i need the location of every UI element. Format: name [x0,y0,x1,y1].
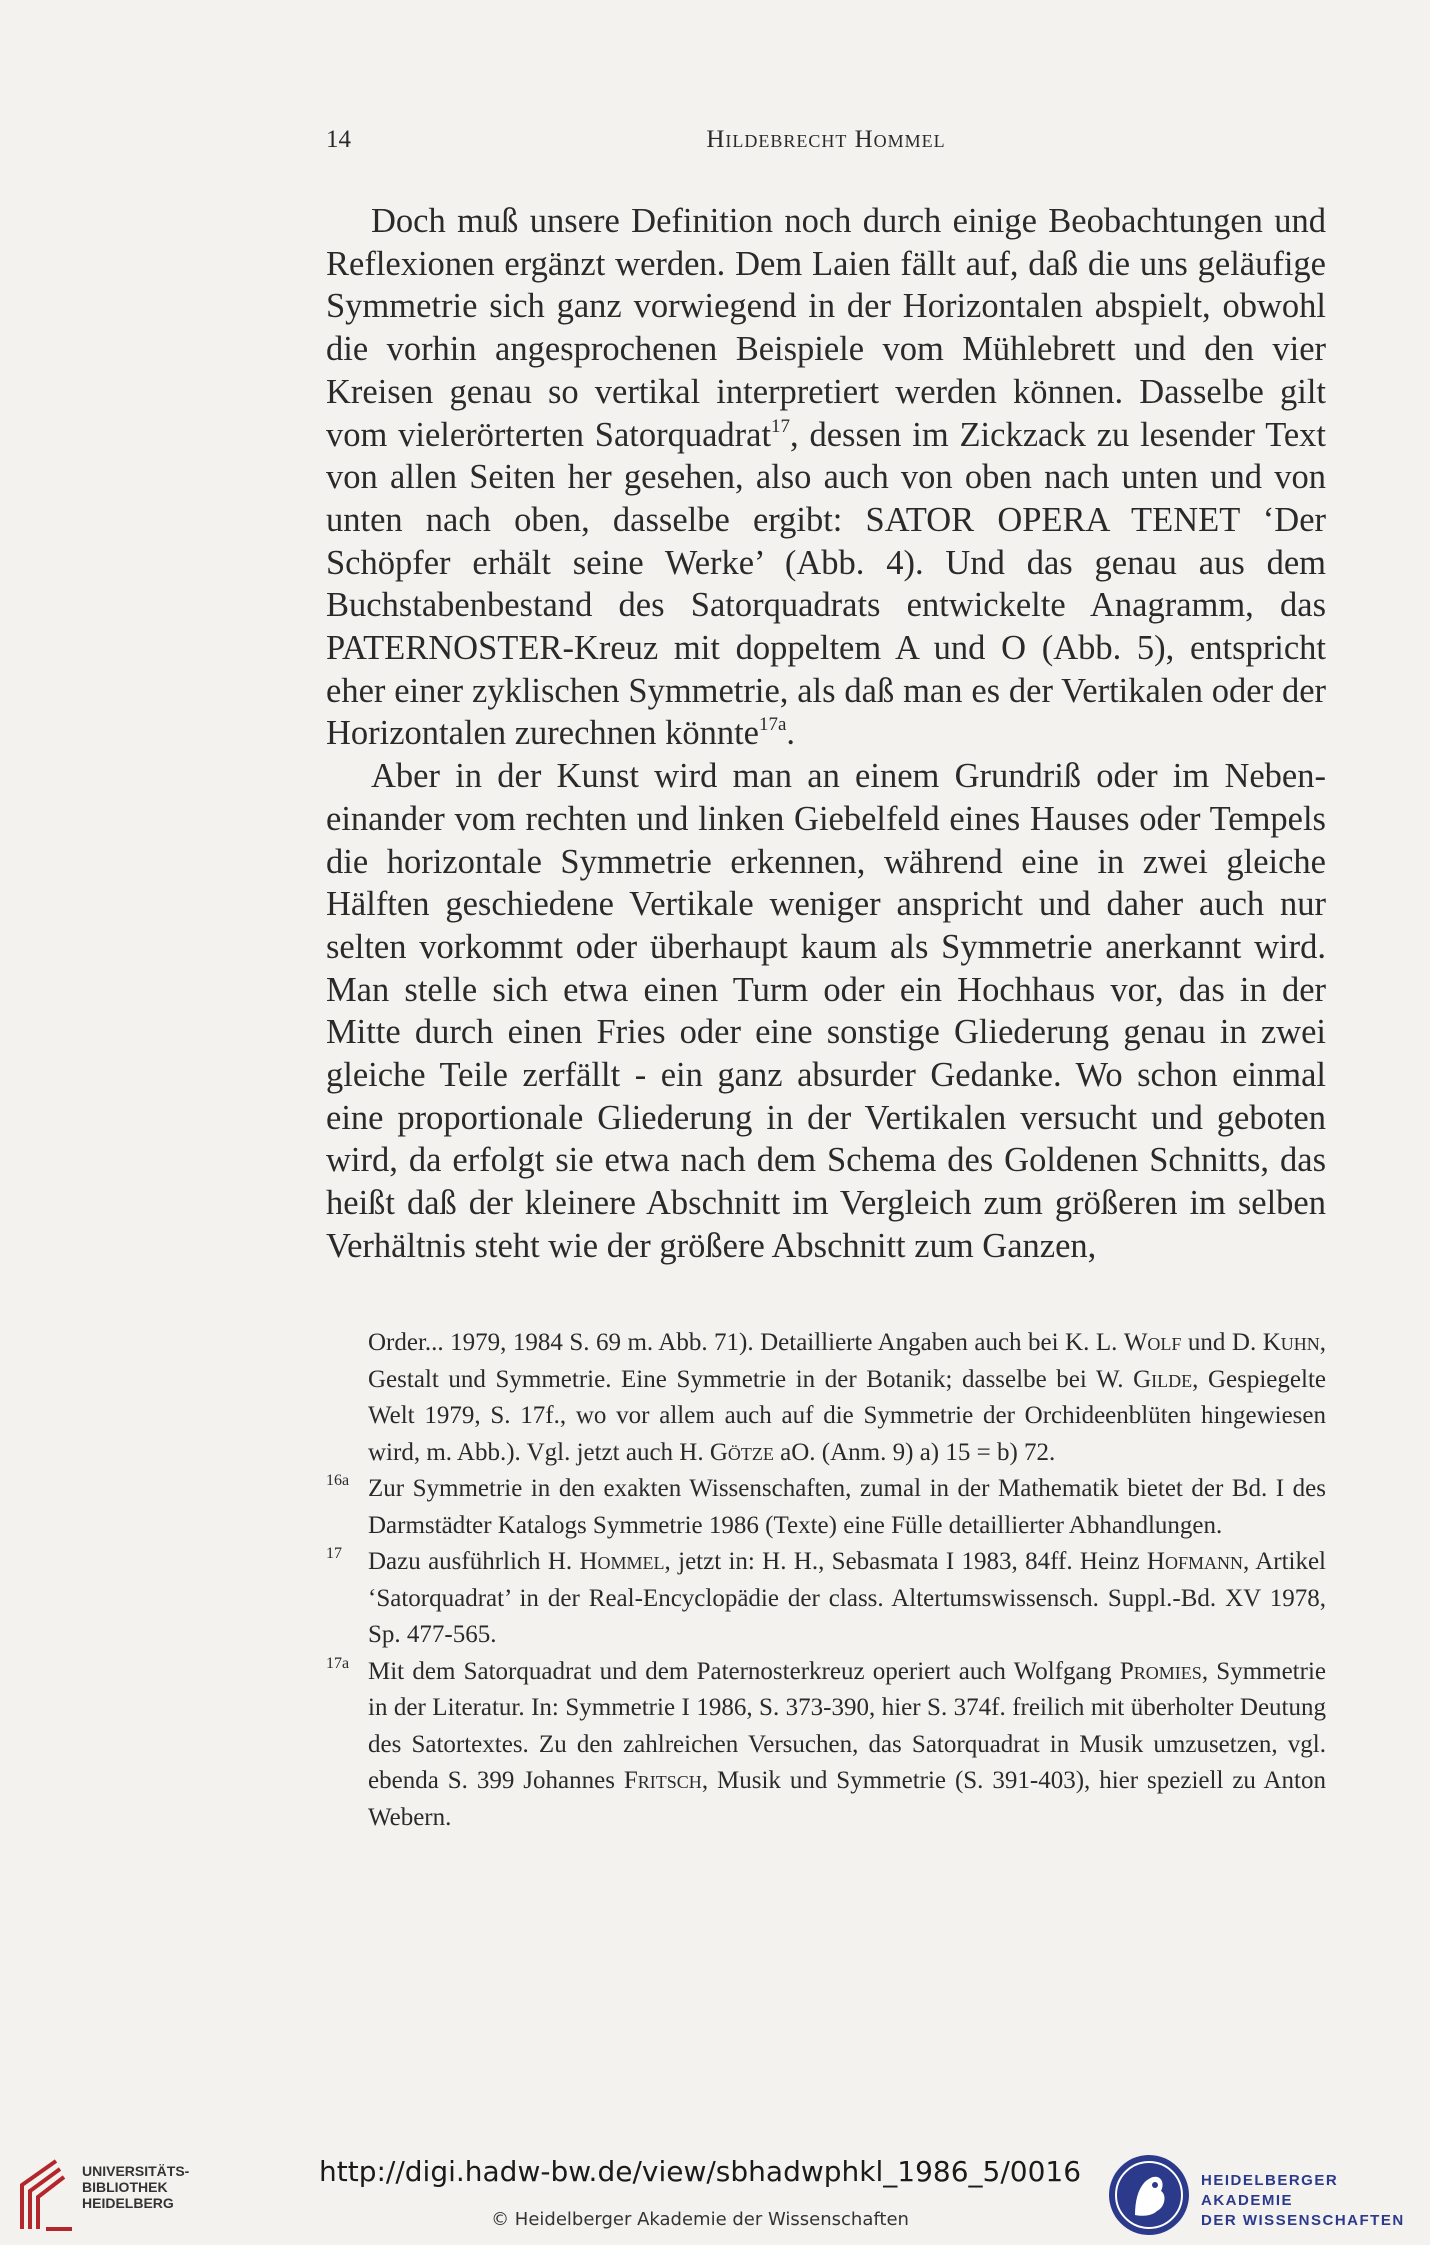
footnote-ref-17a[interactable]: 17a [759,714,787,736]
author-name: Hommel [579,1548,665,1575]
footnote-17: 17 Dazu ausführlich H. Hommel, jetzt in: H. H., Sebasmata I 1983, 84ff. Heinz Hofmann, Artikel ‘Satorquadrat’ in der Real-Encyclopädie der class. Altertumswissensch. Suppl.-Bd. XV 1978, Sp. 477-565. [326,1545,1327,1648]
footnote-mark: 17 [326,1545,342,1562]
main-text [326,200,1326,1268]
digital-url-link[interactable]: http://digi.hadw-bw.de/view/sbhadwphkl_1986_5/0016 [318,2155,1082,2188]
author-name: Kuhn [1262,1329,1320,1356]
paragraph-1 [326,200,1326,755]
author-name: Wolf [1123,1329,1182,1356]
footnotes [326,1325,1326,1836]
author-name: Götze [709,1438,774,1466]
library-name-line2: BIBLIOTHEK [82,2179,168,2195]
running-head: Hildebrecht Hommel [706,126,946,153]
academy-name-line2: DER WISSENSCHAFTEN [1201,2212,1405,2229]
footnote-continuation: Order... 1979, 1984 S. 69 m. Abb. 71). Detaillierte Angaben auch bei K. L. Wolf und D. Kuhn, Gestalt und Symmetrie. Eine Symmetrie in der Botanik; dasselbe bei W. Gilde, Gespiegelte Welt 1979, S. 17f., wo vor allem auch auf die Symmetrie der Orchideenblüten hingewiesen wird, m. Abb.). Vgl. jetzt auch H. Götze aO. (Anm. 9) a) 15 = b) 72. [368,1329,1326,1466]
page-number: 14 [326,126,351,153]
footnote-mark: 16a [326,1472,350,1489]
academy-name-line1: HEIDELBERGER AKADEMIE [1201,2172,1339,2209]
library-name-line3: HEIDELBERG [82,2195,174,2211]
page-footer [0,2145,1430,2245]
footnote-16a [326,1471,1326,1544]
footnote-mark: 17a [326,1654,350,1672]
page-header [326,126,1326,166]
university-library-logo[interactable] [16,2155,216,2235]
paragraph-1-part-a: Doch muß unsere Definition noch durch einige Beobachtungen und Reflexionen ergänzt werden. Dem Laien fällt auf, daß die uns geläufige Symmetrie sich ganz vorwiegend in der Horizontalen abspielt, obwohl die vorhin angesprochenen Beispiele vom Mühlebrett und den vier Kreisen genau so vertikal interpretiert werden können. Dasselbe gilt vom vielerörterten Satorquadrat [326,202,1326,454]
author-name: Fritsch [623,1767,702,1794]
footnote-17a: 17a Mit dem Satorquadrat und dem Paternosterkreuz operiert auch Wolfgang Promies, Symmetrie in der Literatur. In: Symmetrie I 1986, S. 373-390, hier S. 374f. freilich mit überholter Deutung des Satortextes. Zu den zahlreichen Versuchen, das Satorquadrat in Musik umzusetzen, vgl. ebenda S. 399 Johannes Fritsch, Musik und Symmetrie (S. 391-403), hier speziell zu Anton Webern. [326,1654,1327,1831]
footnote-text: Zur Symmetrie in den exakten Wissenschaften, zumal in der Mathematik bietet der Bd. I des Darmstädter Katalogs Symmetrie 1986 (Texte) eine Fülle detaillierter Abhandlungen. [368,1475,1326,1539]
academy-logo[interactable] [1105,2151,1425,2241]
author-name: Promies [1119,1657,1202,1685]
paragraph-1-part-b: , dessen im Zickzack zu lesender Text von allen Seiten her gesehen, also auch von oben nach unten und von unten nach oben, dasselbe ergibt: SATOR OPERA TENET ‘Der Schöpfer erhält seine Werke’ (Abb. 4). Und das genau aus dem Buchstabenbestand des Satorquadrats entwickelte Anagramm, das PATERNOSTER-Kreuz mit doppeltem A und O (Abb. 5), entspricht eher einer zyklischen Symmetrie, als daß man es der Vertikalen oder der Horizontalen zurechnen könnte [326,415,1327,753]
library-logo-icon [16,2155,78,2235]
academy-seal-icon [1105,2151,1193,2239]
paragraph-2: Aber in der Kunst wird man an einem Grundriß oder im Nebeneinander vom rechten und linken Giebelfeld eines Hauses oder Tempels die horizontale Symmetrie erkennen, während eine in zwei gleiche Hälften geschiedene Vertikale weniger anspricht und daher auch nur selten vorkommt oder überhaupt kaum als Symmetrie anerkannt wird. Man stelle sich etwa einen Turm oder ein Hochhaus vor, das in der Mitte durch einen Fries oder eine sonstige Gliederung genau in zwei gleiche Teile zerfällt - ein ganz absurder Gedanke. Wo schon einmal eine proportionale Gliederung in der Vertikalen versucht und geboten wird, da erfolgt sie etwa nach dem Schema des Goldenen Schnitts, das heißt daß der kleinere Abschnitt im Vergleich zum größeren im selben Verhältnis steht wie der größere Abschnitt zum Ganzen, [326,757,1326,1265]
footnote-ref-17[interactable]: 17 [771,415,791,437]
author-name: Gilde [1133,1365,1193,1393]
paragraph-1-part-c: . [786,714,796,753]
copyright-notice: © Heidelberger Akademie der Wissenschaften [491,2209,909,2230]
library-name-line1: UNIVERSITÄTS- [82,2163,190,2179]
author-name: Hofmann [1146,1548,1243,1575]
